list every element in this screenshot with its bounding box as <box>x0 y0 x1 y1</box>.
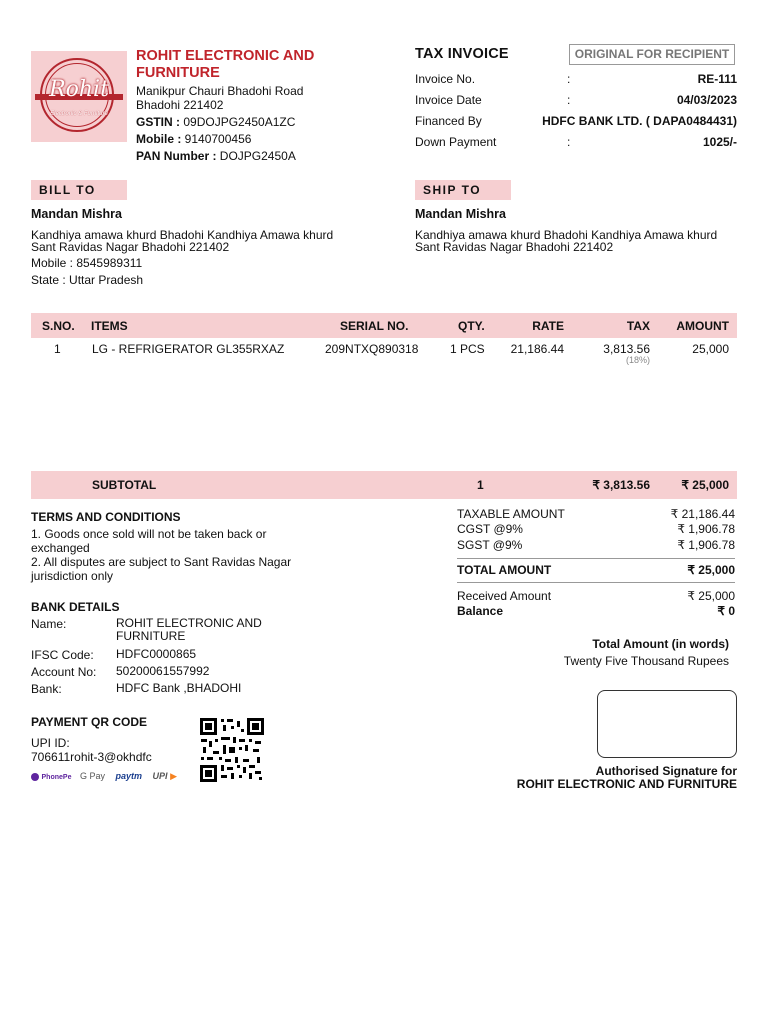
meta-sep: : <box>567 93 571 107</box>
ifsc-value: HDFC0000865 <box>116 647 197 661</box>
terms-list <box>31 527 291 583</box>
total-amount-row <box>457 563 735 578</box>
col-sno: S.NO. <box>42 319 75 333</box>
bill-to-state-value: Uttar Pradesh <box>69 273 144 287</box>
phonepe-label: PhonePe <box>41 774 72 781</box>
meta-value: RE-111 <box>697 72 737 86</box>
cgst-row <box>457 522 735 537</box>
summary-divider <box>457 558 735 559</box>
mobile-value: 9140700456 <box>184 132 252 146</box>
taxable-label: TAXABLE AMOUNT <box>457 507 565 521</box>
row-item: LG - REFRIGERATOR GL355RXAZ <box>92 342 285 356</box>
meta-invoice-no <box>415 72 737 88</box>
payment-app-logos <box>31 771 177 782</box>
amount-in-words-label: Total Amount (in words) <box>592 637 729 651</box>
subtotal-row <box>31 471 737 499</box>
sgst-label: SGST @9% <box>457 538 523 552</box>
terms-line: 2. All disputes are subject to Sant Ravidas Nagar <box>31 555 292 569</box>
account-label: Account No: <box>31 665 97 679</box>
terms-line: exchanged <box>31 541 90 555</box>
meta-sep: : <box>567 72 571 86</box>
received-label: Received Amount <box>457 589 552 603</box>
bank-name-line: ROHIT ELECTRONIC AND <box>116 616 262 630</box>
logo-script: Rohit <box>49 77 109 102</box>
row-tax: 3,813.56 <box>603 342 650 356</box>
row-tax-rate: (18%) <box>625 355 650 365</box>
meta-label: Financed By <box>415 114 482 128</box>
upi-id: 706611rohit-3@okhdfc <box>31 750 152 764</box>
company-gstin <box>136 114 295 130</box>
subtotal-qty: 1 <box>477 478 484 492</box>
meta-value: 1025/- <box>702 135 737 149</box>
payment-qr-code <box>199 717 265 783</box>
signature-company: ROHIT ELECTRONIC AND FURNITURE <box>516 777 737 791</box>
ship-to-heading: SHIP TO <box>415 180 511 200</box>
balance-value: ₹ 0 <box>717 604 735 618</box>
subtotal-amount: ₹ 25,000 <box>681 478 729 492</box>
meta-label: Down Payment <box>415 135 497 149</box>
invoice-title: TAX INVOICE <box>415 46 509 62</box>
bill-to-heading: BILL TO <box>31 180 127 200</box>
signature-label: Authorised Signature for <box>595 764 737 778</box>
bank-heading: BANK DETAILS <box>31 600 120 614</box>
received-value: ₹ 25,000 <box>687 589 735 603</box>
summary-divider <box>457 582 735 583</box>
col-serial: SERIAL NO. <box>340 319 409 333</box>
bill-to-mobile-value: 8545989311 <box>76 256 143 270</box>
row-sno: 1 <box>54 342 61 356</box>
phonepe-icon <box>31 773 39 781</box>
gstin-value: 09DOJPG2450A1ZC <box>183 115 296 129</box>
bill-to-state <box>31 273 143 287</box>
bill-to-address-line2: Sant Ravidas Nagar Bhadohi 221402 <box>31 240 230 254</box>
bank-value: HDFC Bank ,BHADOHI <box>116 681 242 695</box>
balance-label: Balance <box>457 604 504 618</box>
subtotal-tax: ₹ 3,813.56 <box>592 478 650 492</box>
cgst-value: ₹ 1,906.78 <box>677 522 735 536</box>
paytm-label: paytm <box>115 771 143 781</box>
copy-badge: ORIGINAL FOR RECIPIENT <box>569 44 735 65</box>
upi-arrow-icon: ▶ <box>170 771 177 781</box>
meta-financed-by <box>415 114 737 130</box>
total-label: TOTAL AMOUNT <box>457 563 552 577</box>
bill-to-name: Mandan Mishra <box>31 207 122 221</box>
company-pan <box>136 148 296 164</box>
bill-to-state-label: State : <box>31 273 66 287</box>
cgst-label: CGST @9% <box>457 522 523 536</box>
row-amount: 25,000 <box>692 342 729 356</box>
logo-subtext: Electronic & Furniture <box>50 111 108 117</box>
bank-name-line: FURNITURE <box>116 629 186 643</box>
bill-to-address-line1: Kandhiya amawa khurd Bhadohi Kandhiya Amawa khurd <box>31 228 334 242</box>
ship-to-name: Mandan Mishra <box>415 207 506 221</box>
upi-logo-label: UPI <box>152 771 168 781</box>
terms-line: jurisdiction only <box>31 569 114 583</box>
ship-to-address-line2: Sant Ravidas Nagar Bhadohi 221402 <box>415 240 614 254</box>
payment-qr-heading: PAYMENT QR CODE <box>31 715 148 729</box>
col-items: ITEMS <box>91 319 128 333</box>
row-rate: 21,186.44 <box>510 342 564 356</box>
taxable-amount-row <box>457 507 735 522</box>
bank-name-label: Name: <box>31 617 67 631</box>
row-qty: 1 PCS <box>450 342 485 356</box>
taxable-value: ₹ 21,186.44 <box>670 507 735 521</box>
mobile-label: Mobile : <box>136 132 182 146</box>
company-mobile <box>136 131 251 147</box>
terms-heading: TERMS AND CONDITIONS <box>31 510 181 524</box>
signature-box <box>597 690 737 758</box>
sgst-value: ₹ 1,906.78 <box>677 538 735 552</box>
meta-label: Invoice No. <box>415 72 476 86</box>
bill-to-mobile <box>31 256 142 270</box>
company-address-line2: Bhadohi 221402 <box>136 98 224 112</box>
qr-code-icon <box>199 717 265 783</box>
gpay-label: G Pay <box>79 771 105 781</box>
col-qty: QTY. <box>458 319 485 333</box>
pan-value: DOJPG2450A <box>219 149 296 163</box>
account-value: 50200061557992 <box>116 664 210 678</box>
col-rate: RATE <box>532 319 564 333</box>
amount-in-words: Twenty Five Thousand Rupees <box>563 654 729 668</box>
ship-to-address-line1: Kandhiya amawa khurd Bhadohi Kandhiya Amawa khurd <box>415 228 718 242</box>
meta-value: HDFC BANK LTD. ( DAPA0484431) <box>542 114 737 128</box>
total-value: ₹ 25,000 <box>687 563 735 577</box>
received-row <box>457 589 735 604</box>
bill-to-mobile-label: Mobile : <box>31 256 74 270</box>
col-amount: AMOUNT <box>676 319 729 333</box>
company-name: ROHIT ELECTRONIC AND FURNITURE <box>136 48 315 81</box>
bank-label: Bank: <box>31 682 62 696</box>
row-serial: 209NTXQ890318 <box>325 342 419 356</box>
company-address-line1: Manikpur Chauri Bhadohi Road <box>136 84 304 98</box>
upi-label: UPI ID: <box>31 736 70 750</box>
meta-label: Invoice Date <box>415 93 482 107</box>
balance-row <box>457 604 735 619</box>
col-tax: TAX <box>626 319 650 333</box>
meta-down-payment <box>415 135 737 151</box>
terms-line: 1. Goods once sold will not be taken back or <box>31 527 267 541</box>
bank-name-value <box>116 617 276 643</box>
sgst-row <box>457 538 735 553</box>
gstin-label: GSTIN : <box>136 115 180 129</box>
meta-invoice-date <box>415 93 737 109</box>
meta-sep: : <box>567 135 571 149</box>
items-table-header <box>31 313 737 338</box>
pan-label: PAN Number : <box>136 149 217 163</box>
company-logo <box>31 51 127 142</box>
meta-value: 04/03/2023 <box>676 93 737 107</box>
subtotal-label: SUBTOTAL <box>92 478 157 492</box>
ifsc-label: IFSC Code: <box>31 648 94 662</box>
